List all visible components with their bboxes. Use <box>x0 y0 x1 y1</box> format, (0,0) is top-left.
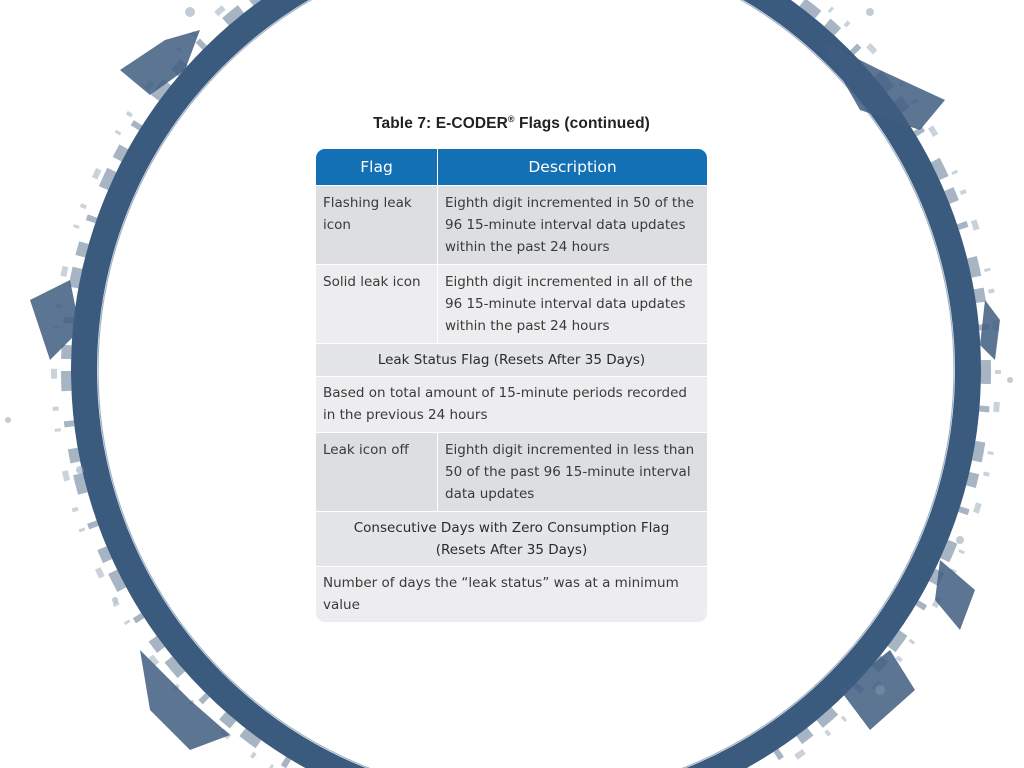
section-heading: Leak Status Flag (Resets After 35 Days) <box>316 344 707 377</box>
flags-table <box>316 149 707 622</box>
flag-cell: Solid leak icon <box>316 265 438 344</box>
section-row-zero-consumption <box>316 512 707 567</box>
header-flag: Flag <box>316 149 438 186</box>
section-heading <box>316 512 707 567</box>
header-description: Description <box>438 149 708 186</box>
flag-cell: Leak icon off <box>316 433 438 512</box>
flag-cell: Flashing leak icon <box>316 186 438 265</box>
note-cell: Based on total amount of 15-minute periods recorded in the previous 24 hours <box>316 377 707 433</box>
note-row-zero-consumption <box>316 567 707 623</box>
table-header-row <box>316 149 707 186</box>
table-row-solid-leak <box>316 265 707 344</box>
section-heading-line2: (Resets After 35 Days) <box>435 542 588 558</box>
registered-mark: ® <box>507 114 515 124</box>
description-cell: Eighth digit incremented in all of the 96 15-minute interval data updates within the past 24 hours <box>438 265 708 344</box>
note-row-leak-status <box>316 377 707 433</box>
description-cell: Eighth digit incremented in less than 50 of the past 96 15-minute interval data updates <box>438 433 708 512</box>
section-heading-line1: Consecutive Days with Zero Consumption Flag <box>353 520 670 536</box>
description-cell: Eighth digit incremented in 50 of the 96 15-minute interval data updates within the past 24 hours <box>438 186 708 265</box>
table-row-leak-off <box>316 433 707 512</box>
table-row-flashing-leak <box>316 186 707 265</box>
note-cell: Number of days the “leak status” was at a minimum value <box>316 567 707 623</box>
table-title: Table 7: E-CODER® Flags (continued) <box>373 114 650 132</box>
section-row-leak-status <box>316 344 707 377</box>
